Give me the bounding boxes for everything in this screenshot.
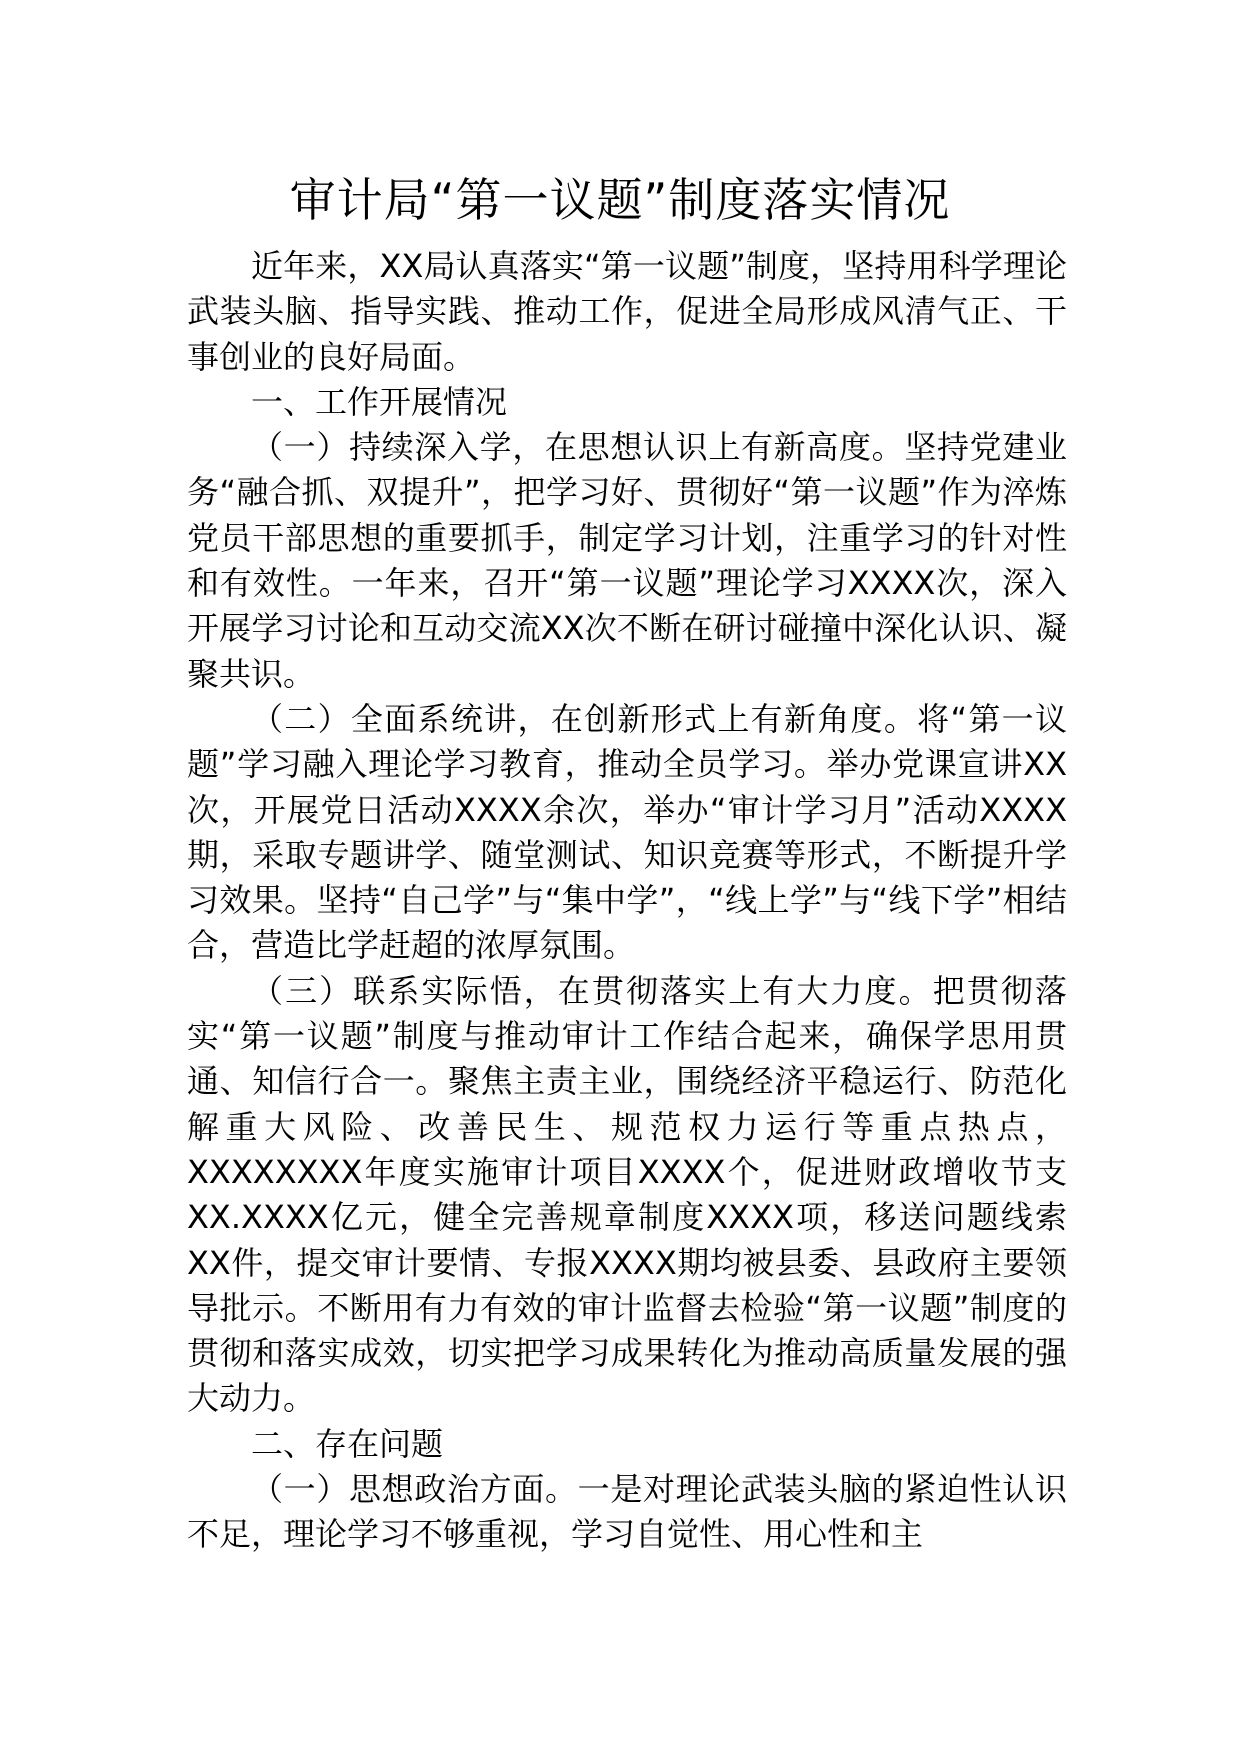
intro-paragraph: 近年来，XX局认真落实“第一议题”制度，坚持用科学理论武装头脑、指导实践、推动工作，促进全局形成风清气正、干事创业的良好局面。	[187, 247, 1067, 376]
paragraph-ideological-political: （一）思想政治方面。一是对理论武装头脑的紧迫性认识不足，理论学习不够重视，学习自觉性、用心性和主	[187, 1470, 1067, 1554]
document-title: 审计局“第一议题”制度落实情况	[289, 173, 951, 227]
document-body	[187, 244, 1067, 1558]
section-heading-existing-problems: 二、存在问题	[251, 1424, 444, 1463]
paragraph-practical-implementation: （三）联系实际悟，在贯彻落实上有大力度。把贯彻落实“第一议题”制度与推动审计工作结合起来，确保学思用贯通、知信行合一。聚焦主责主业，围绕经济平稳运行、防范化解重大风险、改善民生、规范权力运行等重点热点，XXXXXXXX年度实施审计项目XXXX个，促进财政增收节支XX.XXXX亿元，健全完善规章制度XXXX项，移送问题线索XX件，提交审计要情、专报XXXX期均被县委、县政府主要领导批示。不断用有力有效的审计监督去检验“第一议题”制度的贯彻和落实成效，切实把学习成果转化为推动高质量发展的强大动力。	[187, 971, 1067, 1418]
paragraph-study-in-depth: （一）持续深入学，在思想认识上有新高度。坚持党建业务“融合抓、双提升”，把学习好、贯彻好“第一议题”作为淬炼党员干部思想的重要抓手，制定学习计划，注重学习的针对性和有效性。一年来，召开“第一议题”理论学习XXXX次，深入开展学习讨论和互动交流XX次不断在研讨碰撞中深化认识、凝聚共识。	[187, 428, 1067, 693]
paragraph-systematic-lectures: （二）全面系统讲，在创新形式上有新角度。将“第一议题”学习融入理论学习教育，推动全员学习。举办党课宣讲XX次，开展党日活动XXXX余次，举办“审计学习月”活动XXXX期，采取专题讲学、随堂测试、知识竞赛等形式，不断提升学习效果。坚持“自己学”与“集中学”，“线上学”与“线下学”相结合，营造比学赶超的浓厚氛围。	[187, 699, 1067, 965]
section-heading-work-progress: 一、工作开展情况	[251, 382, 508, 421]
